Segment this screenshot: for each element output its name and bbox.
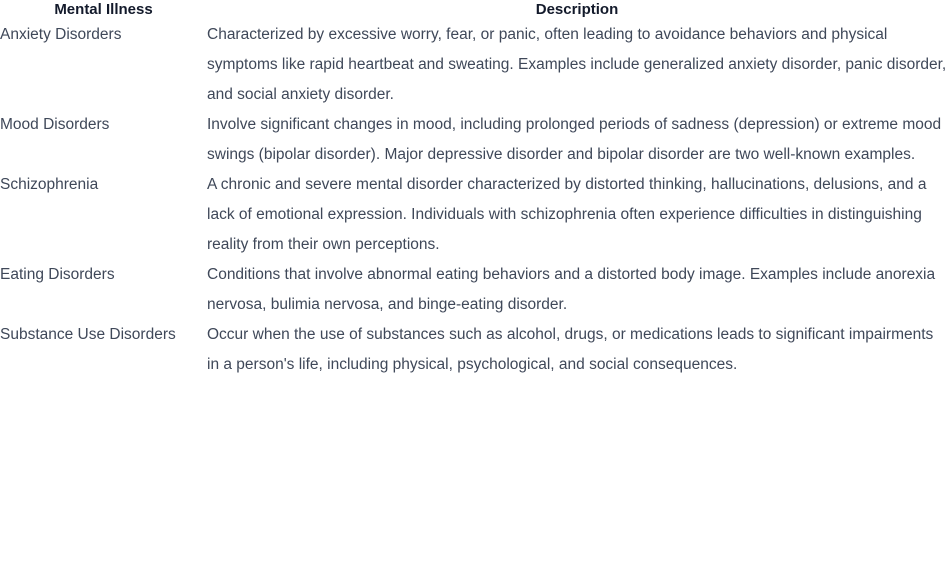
cell-mental-illness: Eating Disorders — [0, 266, 115, 283]
table-row — [0, 170, 947, 260]
cell-description: Involve significant changes in mood, including prolonged periods of sadness (depression) or extreme mood swings (bipolar disorder). Major depressive disorder and bipolar disorder are two well-known examples. — [207, 116, 942, 163]
cell-description: Occur when the use of substances such as alcohol, drugs, or medications leads to significant impairments in a person's life, including physical, psychological, and social consequences. — [207, 326, 934, 373]
table-row — [0, 110, 947, 170]
cell-description: Conditions that involve abnormal eating behaviors and a distorted body image. Examples include anorexia nervosa, bulimia nervosa, and binge-eating disorder. — [207, 266, 936, 313]
cell-description: Characterized by excessive worry, fear, or panic, often leading to avoidance behaviors and physical symptoms like rapid heartbeat and sweating. Examples include generalized anxiety disorder, panic disorder, and social anxiety disorder. — [207, 26, 947, 103]
table-header-row — [0, 0, 947, 20]
column-header-mental-illness: Mental Illness — [54, 1, 153, 18]
cell-mental-illness: Anxiety Disorders — [0, 26, 122, 43]
cell-mental-illness: Substance Use Disorders — [0, 326, 176, 343]
table-body — [0, 20, 947, 380]
cell-mental-illness: Schizophrenia — [0, 176, 99, 193]
table-header — [0, 0, 947, 20]
column-header-description: Description — [535, 1, 619, 18]
table-row — [0, 20, 947, 110]
table-row — [0, 260, 947, 320]
cell-mental-illness: Mood Disorders — [0, 116, 110, 133]
table-row — [0, 320, 947, 380]
cell-description: A chronic and severe mental disorder characterized by distorted thinking, hallucinations, delusions, and a lack of emotional expression. Individuals with schizophrenia often experience difficulties in distinguishing reality from their own perceptions. — [207, 176, 927, 253]
